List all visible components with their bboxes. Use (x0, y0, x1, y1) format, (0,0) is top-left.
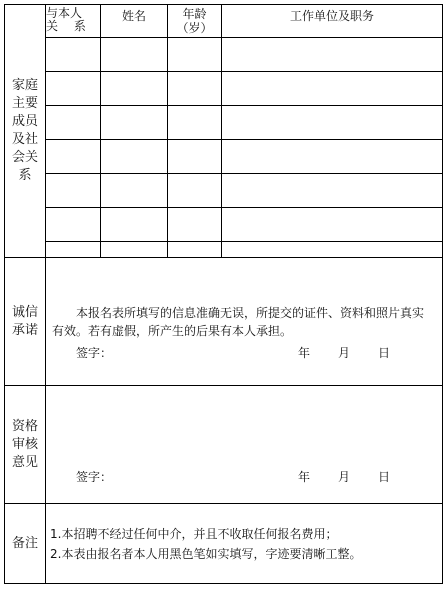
work-cell[interactable] (222, 140, 443, 174)
family-row (5, 242, 443, 258)
relation-cell[interactable] (46, 140, 101, 174)
relation-cell[interactable] (46, 242, 101, 258)
pledge-text: 本报名表所填写的信息准确无误，所提交的证件、资料和照片真实有效。若有虚假，所产生的后果有本人承担。 (52, 306, 425, 338)
pledge-year-label: 年 (298, 346, 311, 360)
review-label-line: 审核 (11, 436, 38, 452)
review-month-label: 月 (338, 470, 351, 484)
work-cell[interactable] (222, 208, 443, 242)
relation-cell[interactable] (46, 38, 101, 72)
name-cell[interactable] (101, 208, 168, 242)
pledge-label-line: 诚信 (11, 304, 38, 320)
family-row (5, 38, 443, 72)
relation-header-line: 关 系 (46, 19, 92, 33)
age-cell[interactable] (168, 72, 222, 106)
review-label-line: 意见 (11, 454, 38, 470)
relation-cell[interactable] (46, 106, 101, 140)
age-cell[interactable] (168, 174, 222, 208)
work-cell[interactable] (222, 106, 443, 140)
work-header: 工作单位及职务 (222, 5, 443, 38)
remarks-item: 1.本招聘不经过任何中介，并且不收取任何报名费用； (50, 526, 338, 541)
family-label-line: 成员 (11, 114, 38, 129)
work-cell[interactable] (222, 72, 443, 106)
pledge-day-label: 日 (378, 346, 391, 360)
remarks-row (5, 504, 443, 584)
family-row (5, 140, 443, 174)
age-cell[interactable] (168, 208, 222, 242)
review-day-label: 日 (378, 470, 391, 484)
pledge-signature-label: 签字： (76, 346, 113, 360)
relation-cell[interactable] (46, 174, 101, 208)
pledge-label-line: 承诺 (11, 322, 38, 338)
remarks-content (46, 504, 443, 584)
pledge-content (46, 258, 443, 386)
family-label-line: 主要 (11, 96, 38, 111)
family-section-label (5, 5, 46, 258)
review-signature-label: 签字： (76, 470, 113, 484)
relation-header (46, 5, 101, 38)
family-header-row (5, 5, 443, 38)
family-label-line: 及社 (11, 132, 38, 147)
review-year-label: 年 (298, 470, 311, 484)
age-cell[interactable] (168, 106, 222, 140)
pledge-row (5, 258, 443, 386)
name-header: 姓名 (101, 5, 168, 38)
relation-header-line: 与本人 (46, 6, 83, 20)
age-cell[interactable] (168, 38, 222, 72)
age-cell[interactable] (168, 242, 222, 258)
family-label-line: 系 (18, 168, 32, 183)
family-row (5, 106, 443, 140)
age-header (168, 5, 222, 38)
review-row (5, 386, 443, 504)
review-content (46, 386, 443, 504)
remarks-item: 2.本表由报名者本人用黑色笔如实填写，字迹要清晰工整。 (50, 546, 362, 561)
pledge-month-label: 月 (338, 346, 351, 360)
relation-cell[interactable] (46, 208, 101, 242)
work-cell[interactable] (222, 174, 443, 208)
name-cell[interactable] (101, 174, 168, 208)
family-row (5, 174, 443, 208)
family-label-line: 家庭 (11, 78, 38, 93)
relation-cell[interactable] (46, 72, 101, 106)
work-cell[interactable] (222, 242, 443, 258)
work-cell[interactable] (222, 38, 443, 72)
remarks-section-label: 备注 (5, 504, 46, 584)
age-header-line: 年龄 (182, 7, 207, 21)
name-cell[interactable] (101, 106, 168, 140)
name-cell[interactable] (101, 38, 168, 72)
name-cell[interactable] (101, 242, 168, 258)
name-cell[interactable] (101, 72, 168, 106)
review-label-line: 资格 (11, 418, 38, 434)
registration-form-table (4, 4, 443, 584)
family-row (5, 208, 443, 242)
review-section-label (5, 386, 46, 504)
family-label-line: 会关 (11, 150, 38, 165)
family-row (5, 72, 443, 106)
age-header-line: （岁） (176, 21, 213, 35)
age-cell[interactable] (168, 140, 222, 174)
pledge-section-label (5, 258, 46, 386)
name-cell[interactable] (101, 140, 168, 174)
